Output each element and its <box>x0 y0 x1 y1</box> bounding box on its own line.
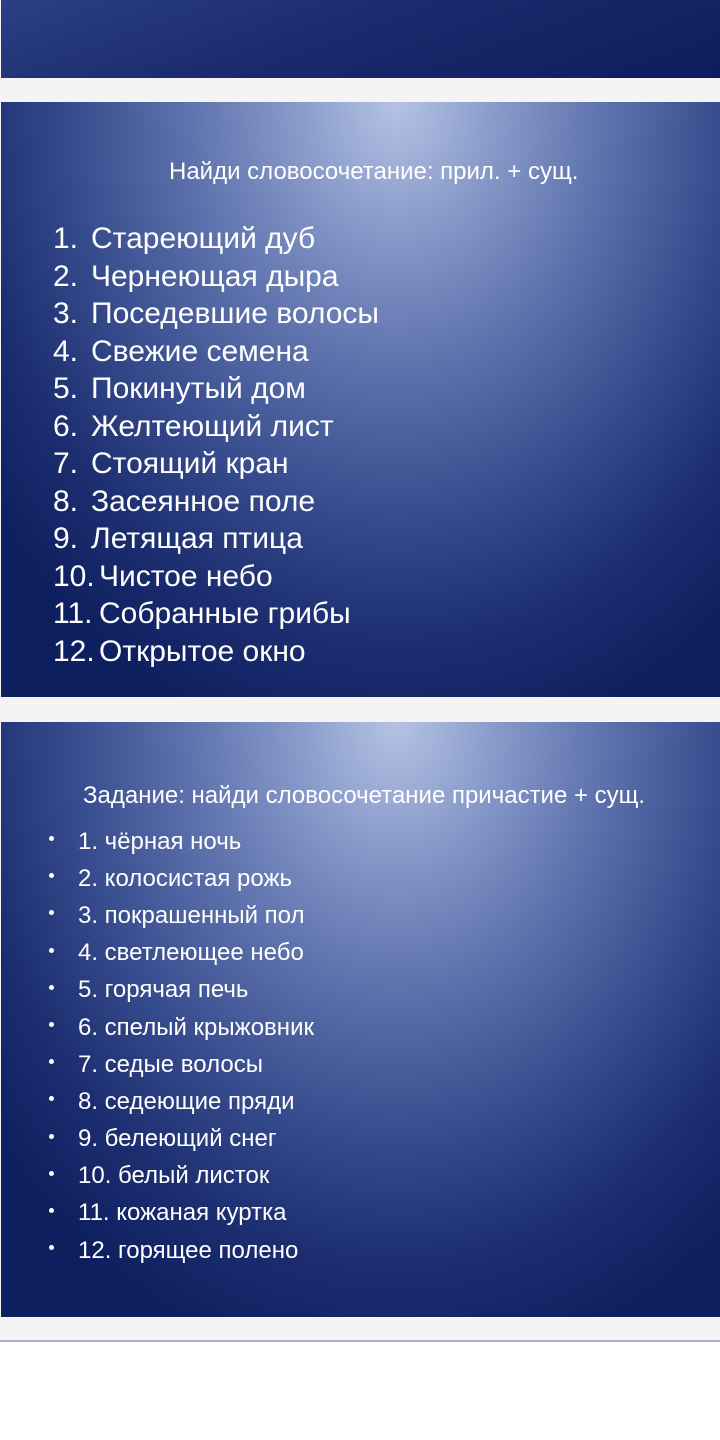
item-text: Желтеющий лист <box>91 409 334 443</box>
item-number: 9. <box>53 522 79 555</box>
item-number: 4. <box>53 334 79 368</box>
list-item <box>49 1083 314 1120</box>
item-text: Стареющий дуб <box>91 222 316 255</box>
item-text: 7. седые волосы <box>78 1050 263 1078</box>
slide-adjective-noun <box>1 102 720 697</box>
item-number: 2. <box>53 259 79 293</box>
list-item <box>49 1009 314 1046</box>
bullet-icon <box>49 985 54 990</box>
phrase-bullet-list <box>49 823 314 1269</box>
item-number: 7. <box>53 447 79 480</box>
item-text: Собранные грибы <box>99 597 351 630</box>
item-number: 3. <box>53 297 79 330</box>
list-item <box>49 823 314 860</box>
bullet-icon <box>49 1022 54 1027</box>
list-item <box>53 558 379 596</box>
slide-title: Найди словосочетание: прил. + сущ. <box>169 158 579 185</box>
list-item <box>53 595 379 633</box>
item-text: Открытое окно <box>99 634 306 668</box>
list-item <box>49 1046 314 1083</box>
list-item <box>53 370 379 408</box>
item-text: Летящая птица <box>91 522 303 555</box>
item-text: 11. кожаная куртка <box>78 1199 287 1227</box>
blank-area <box>0 1342 720 1440</box>
bullet-icon <box>49 873 54 878</box>
item-text: 10. белый листок <box>78 1162 270 1190</box>
item-text: 6. спелый крыжовник <box>78 1013 314 1041</box>
item-text: Покинутый дом <box>91 372 306 405</box>
item-text: Стоящий кран <box>91 447 289 480</box>
list-item <box>49 1195 314 1232</box>
list-item <box>53 220 379 258</box>
item-text: Засеянное поле <box>91 484 316 518</box>
phrase-list <box>53 220 379 670</box>
item-number: 10. <box>53 559 95 593</box>
item-text: 5. горячая печь <box>78 976 249 1004</box>
item-text: 2. колосистая рожь <box>78 864 293 892</box>
bullet-icon <box>49 1245 54 1250</box>
list-item <box>49 1158 314 1195</box>
item-text: 12. горящее полено <box>78 1236 299 1264</box>
item-number: 1. <box>53 222 79 255</box>
bullet-icon <box>49 1134 54 1139</box>
list-item <box>49 860 314 897</box>
bullet-icon <box>49 910 54 915</box>
list-item <box>53 408 379 446</box>
bullet-icon <box>49 1096 54 1101</box>
item-text: Чернеющая дыра <box>91 259 339 293</box>
list-item <box>53 520 379 558</box>
bullet-icon <box>49 948 54 953</box>
list-item <box>53 445 379 483</box>
item-text: 9. белеющий снег <box>78 1125 277 1153</box>
item-text: 8. седеющие пряди <box>78 1087 295 1115</box>
list-item <box>49 897 314 934</box>
bullet-icon <box>49 1171 54 1176</box>
list-item <box>49 1232 314 1269</box>
slide-participle-noun <box>1 722 720 1317</box>
bullet-icon <box>49 1208 54 1213</box>
bullet-icon <box>49 836 54 841</box>
item-text: Свежие семена <box>91 334 309 368</box>
item-text: Чистое небо <box>99 559 273 593</box>
item-number: 6. <box>53 409 79 443</box>
list-item <box>49 1121 314 1158</box>
item-text: 1. чёрная ночь <box>78 827 242 855</box>
list-item <box>49 935 314 972</box>
item-text: 4. светлеющее небо <box>78 939 304 967</box>
bullet-icon <box>49 1059 54 1064</box>
slide-top-fragment <box>1 0 720 78</box>
item-number: 11. <box>53 597 93 630</box>
list-item <box>53 333 379 371</box>
list-item <box>53 483 379 521</box>
list-item <box>49 972 314 1009</box>
item-number: 5. <box>53 372 79 405</box>
item-text: 3. покрашенный пол <box>78 901 305 929</box>
item-number: 8. <box>53 484 79 518</box>
item-number: 12. <box>53 634 95 668</box>
item-text: Поседевшие волосы <box>91 297 379 330</box>
slide-title: Задание: найди словосочетание причастие + сущ. <box>83 782 646 809</box>
list-item <box>53 295 379 333</box>
list-item <box>53 633 379 671</box>
list-item <box>53 258 379 296</box>
